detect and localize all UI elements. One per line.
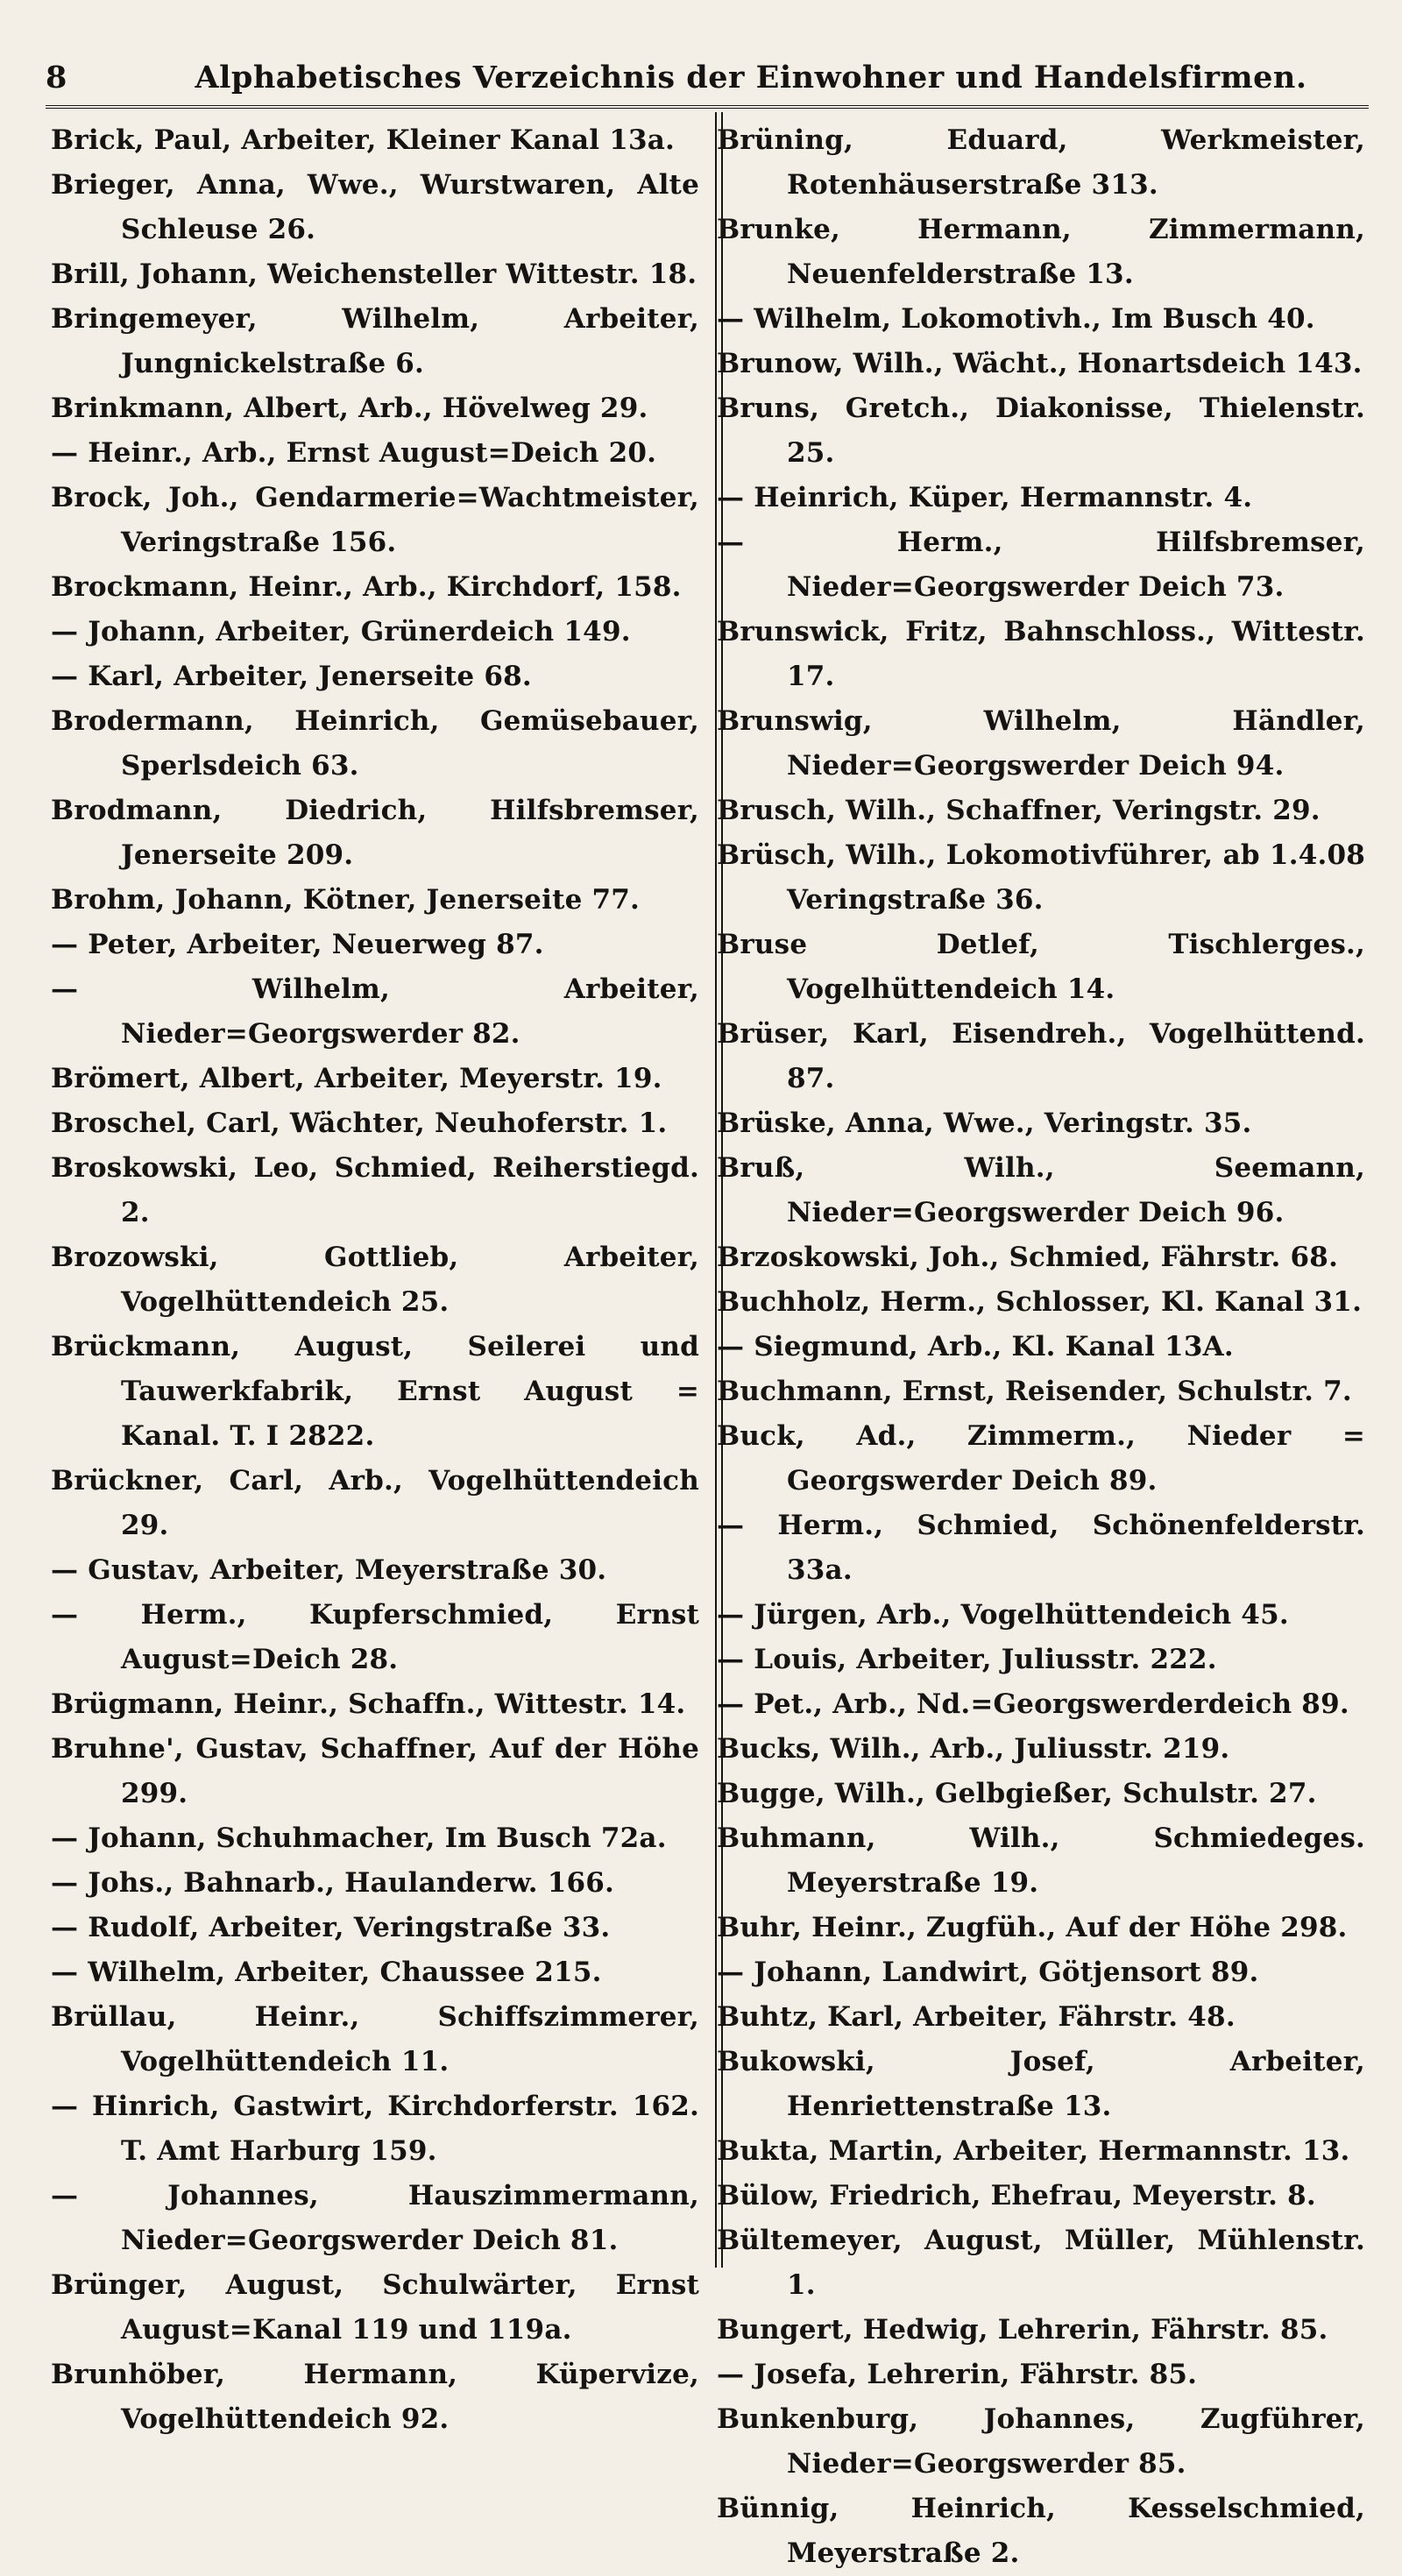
directory-entry: Brick, Paul, Arbeiter, Kleiner Kanal 13a.: [51, 124, 676, 156]
page-number: 8: [46, 60, 67, 96]
directory-entry: Brozowski, Gottlieb, Arbeiter, Vogelhüttendeich 25.: [51, 1242, 699, 1318]
directory-entry: Buhtz, Karl, Arbeiter, Fährstr. 48.: [717, 2001, 1236, 2033]
directory-entry: Broschel, Carl, Wächter, Neuhoferstr. 1.: [51, 1108, 668, 1139]
directory-entry: Buchholz, Herm., Schlosser, Kl. Kanal 31.: [717, 1286, 1363, 1318]
directory-entry: Buck, Ad., Zimmerm., Nieder = Georgswerder Deich 89.: [717, 1420, 1365, 1497]
directory-entry: — Jürgen, Arb., Vogelhüttendeich 45.: [717, 1599, 1289, 1631]
directory-entry: Brohm, Johann, Kötner, Jenerseite 77.: [51, 884, 641, 916]
directory-entry: Bukta, Martin, Arbeiter, Hermannstr. 13.: [717, 2135, 1350, 2167]
directory-entry: Brückmann, August, Seilerei und Tauwerkfabrik, Ernst August = Kanal. T. I 2822.: [51, 1331, 699, 1452]
directory-entry: — Johann, Landwirt, Götjensort 89.: [717, 1957, 1259, 1988]
directory-entry: Bucks, Wilh., Arb., Juliusstr. 219.: [717, 1733, 1230, 1765]
directory-entry: Bruß, Wilh., Seemann, Nieder=Georgswerder Deich 96.: [717, 1152, 1365, 1228]
directory-entry: — Karl, Arbeiter, Jenerseite 68.: [51, 661, 532, 692]
directory-entry: Brodermann, Heinrich, Gemüsebauer, Sperlsdeich 63.: [51, 705, 699, 782]
directory-entry: Bruse Detlef, Tischlerges., Vogelhüttendeich 14.: [717, 929, 1365, 1005]
directory-entry: Brüning, Eduard, Werkmeister, Rotenhäuserstraße 313.: [717, 124, 1365, 201]
directory-entry: — Hinrich, Gastwirt, Kirchdorferstr. 162. T. Amt Harburg 159.: [51, 2091, 699, 2167]
directory-entry: Bültemeyer, August, Müller, Mühlenstr. 1.: [717, 2225, 1365, 2301]
directory-entry: — Johann, Schuhmacher, Im Busch 72a.: [51, 1822, 667, 1854]
directory-entry: Broskowski, Leo, Schmied, Reiherstiegd. 2.: [51, 1152, 699, 1228]
directory-entry: — Johs., Bahnarb., Haulanderw. 166.: [51, 1867, 615, 1899]
page-header: [46, 60, 1369, 96]
header-rule: [46, 105, 1369, 109]
directory-entry: Brüser, Karl, Eisendreh., Vogelhüttend. 87.: [717, 1018, 1365, 1094]
left-column: [51, 118, 699, 2442]
directory-entry: — Gustav, Arbeiter, Meyerstraße 30.: [51, 1554, 607, 1586]
directory-entry: Brüllau, Heinr., Schiffszimmerer, Vogelhüttendeich 11.: [51, 2001, 699, 2077]
directory-entry: Brückner, Carl, Arb., Vogelhüttendeich 29.: [51, 1465, 699, 1541]
directory-entry: — Josefa, Lehrerin, Fährstr. 85.: [717, 2359, 1198, 2390]
directory-entry: — Louis, Arbeiter, Juliusstr. 222.: [717, 1644, 1217, 1675]
directory-entry: Buchmann, Ernst, Reisender, Schulstr. 7.: [717, 1376, 1352, 1407]
directory-entry: — Heinrich, Küper, Hermannstr. 4.: [717, 482, 1253, 513]
directory-entry: — Wilhelm, Lokomotivh., Im Busch 40.: [717, 303, 1315, 335]
directory-entry: Brüsch, Wilh., Lokomotivführer, ab 1.4.08 Veringstraße 36.: [717, 839, 1365, 916]
directory-entry: Bruns, Gretch., Diakonisse, Thielenstr. 25.: [717, 393, 1365, 469]
directory-entry: Bruhne', Gustav, Schaffner, Auf der Höhe 299.: [51, 1733, 699, 1809]
directory-entry: — Wilhelm, Arbeiter, Chaussee 215.: [51, 1957, 602, 1988]
right-column: [717, 118, 1365, 2576]
directory-entry: — Herm., Kupferschmied, Ernst August=Deich 28.: [51, 1599, 699, 1675]
directory-entry: Brzoskowski, Joh., Schmied, Fährstr. 68.: [717, 1242, 1339, 1273]
directory-entry: Brinkmann, Albert, Arb., Hövelweg 29.: [51, 393, 648, 424]
directory-entry: Brügmann, Heinr., Schaffn., Wittestr. 14.: [51, 1688, 686, 1720]
directory-entry: — Johann, Arbeiter, Grünerdeich 149.: [51, 616, 631, 648]
directory-entry: Brüske, Anna, Wwe., Veringstr. 35.: [717, 1108, 1252, 1139]
directory-entry: — Siegmund, Arb., Kl. Kanal 13A.: [717, 1331, 1234, 1362]
directory-entry: Buhr, Heinr., Zugfüh., Auf der Höhe 298.: [717, 1912, 1348, 1943]
running-title: Alphabetisches Verzeichnis der Einwohner und Handelsfirmen.: [195, 60, 1307, 96]
directory-entry: Buhmann, Wilh., Schmiedeges. Meyerstraße 19.: [717, 1822, 1365, 1899]
directory-entry: — Herm., Hilfsbremser, Nieder=Georgswerder Deich 73.: [717, 527, 1365, 603]
directory-entry: Brunke, Hermann, Zimmermann, Neuenfelderstraße 13.: [717, 214, 1365, 290]
directory-entry: Brünger, August, Schulwärter, Ernst August=Kanal 119 und 119a.: [51, 2269, 699, 2346]
directory-entry: Brill, Johann, Weichensteller Wittestr. 18.: [51, 258, 697, 290]
directory-entry: Brunswick, Fritz, Bahnschloss., Wittestr. 17.: [717, 616, 1365, 692]
directory-entry: — Pet., Arb., Nd.=Georgswerderdeich 89.: [717, 1688, 1349, 1720]
directory-entry: Bukowski, Josef, Arbeiter, Henriettenstraße 13.: [717, 2046, 1365, 2122]
directory-entry: — Johannes, Hauszimmermann, Nieder=Georgswerder Deich 81.: [51, 2180, 699, 2256]
directory-entry: Bringemeyer, Wilhelm, Arbeiter, Jungnickelstraße 6.: [51, 303, 699, 379]
directory-entry: Bunkenburg, Johannes, Zugführer, Nieder=Georgswerder 85.: [717, 2403, 1365, 2480]
directory-entry: Bünnig, Heinrich, Kesselschmied, Meyerstraße 2.: [717, 2493, 1365, 2569]
directory-entry: — Rudolf, Arbeiter, Veringstraße 33.: [51, 1912, 611, 1943]
directory-entry: Brunhöber, Hermann, Küpervize, Vogelhüttendeich 92.: [51, 2359, 699, 2435]
directory-entry: Brieger, Anna, Wwe., Wurstwaren, Alte Schleuse 26.: [51, 169, 699, 245]
directory-entry: Brock, Joh., Gendarmerie=Wachtmeister, Veringstraße 156.: [51, 482, 699, 558]
directory-entry: — Heinr., Arb., Ernst August=Deich 20.: [51, 437, 657, 469]
directory-entry: Bülow, Friedrich, Ehefrau, Meyerstr. 8.: [717, 2180, 1316, 2212]
directory-entry: Bungert, Hedwig, Lehrerin, Fährstr. 85.: [717, 2314, 1328, 2346]
directory-entry: Bugge, Wilh., Gelbgießer, Schulstr. 27.: [717, 1778, 1317, 1809]
directory-entry: Brusch, Wilh., Schaffner, Veringstr. 29.: [717, 795, 1321, 826]
directory-entry: — Peter, Arbeiter, Neuerweg 87.: [51, 929, 544, 960]
directory-entry: Brockmann, Heinr., Arb., Kirchdorf, 158.: [51, 571, 682, 603]
directory-entry: — Wilhelm, Arbeiter, Nieder=Georgswerder 82.: [51, 973, 699, 1050]
directory-entry: Brunow, Wilh., Wächt., Honartsdeich 143.: [717, 348, 1363, 379]
directory-entry: Brodmann, Diedrich, Hilfsbremser, Jenerseite 209.: [51, 795, 699, 871]
directory-entry: — Herm., Schmied, Schönenfelderstr. 33a.: [717, 1510, 1365, 1586]
directory-entry: Brömert, Albert, Arbeiter, Meyerstr. 19.: [51, 1063, 662, 1094]
directory-entry: Brunswig, Wilhelm, Händler, Nieder=Georgswerder Deich 94.: [717, 705, 1365, 782]
